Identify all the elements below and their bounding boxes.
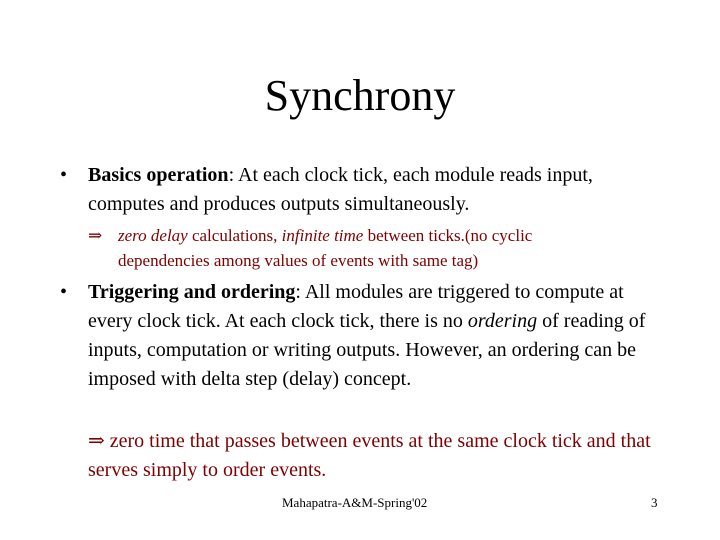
bullet-body <box>88 278 663 394</box>
bullet-text: : At each clock tick, each module reads input, computes and produces outputs simultaneously. <box>88 164 593 215</box>
bullet-text-2: of reading of inputs, computation or writing outputs. However, an ordering can be imposed with delta step (delay) concept. <box>88 310 646 390</box>
sub-text-1: calculations, <box>187 226 282 245</box>
bullet-emphasis-ordering: ordering <box>467 310 538 332</box>
sub-emphasis-infinite-time: infinite time <box>281 226 364 245</box>
delta-step-note <box>88 427 658 485</box>
bullet-label: Triggering and ordering <box>88 281 296 303</box>
bullet-marker: • <box>60 281 68 303</box>
implies-arrow-icon: ⇒ <box>88 226 103 245</box>
bullet-body <box>88 161 663 219</box>
implies-arrow-icon: ⇒ <box>88 430 105 452</box>
bullet-marker: • <box>60 164 68 186</box>
slide-title: Synchrony <box>264 71 456 120</box>
footer-text: Mahapatra-A&M-Spring'02 <box>282 495 428 510</box>
page-number: 3 <box>651 495 658 510</box>
delta-step-text: zero time that passes between events at the same clock tick and that serves simply to order events. <box>88 430 651 481</box>
bullet-text-1: : All modules are triggered to compute at every clock tick. At each clock tick, there is no <box>88 281 624 332</box>
sub-emphasis-zero-delay: zero delay <box>118 226 188 245</box>
bullet-label: Basics operation <box>88 164 229 186</box>
sub-bullet-body <box>118 223 623 273</box>
sub-text-2: between ticks.(no cyclic dependencies among values of events with same tag) <box>118 226 533 270</box>
